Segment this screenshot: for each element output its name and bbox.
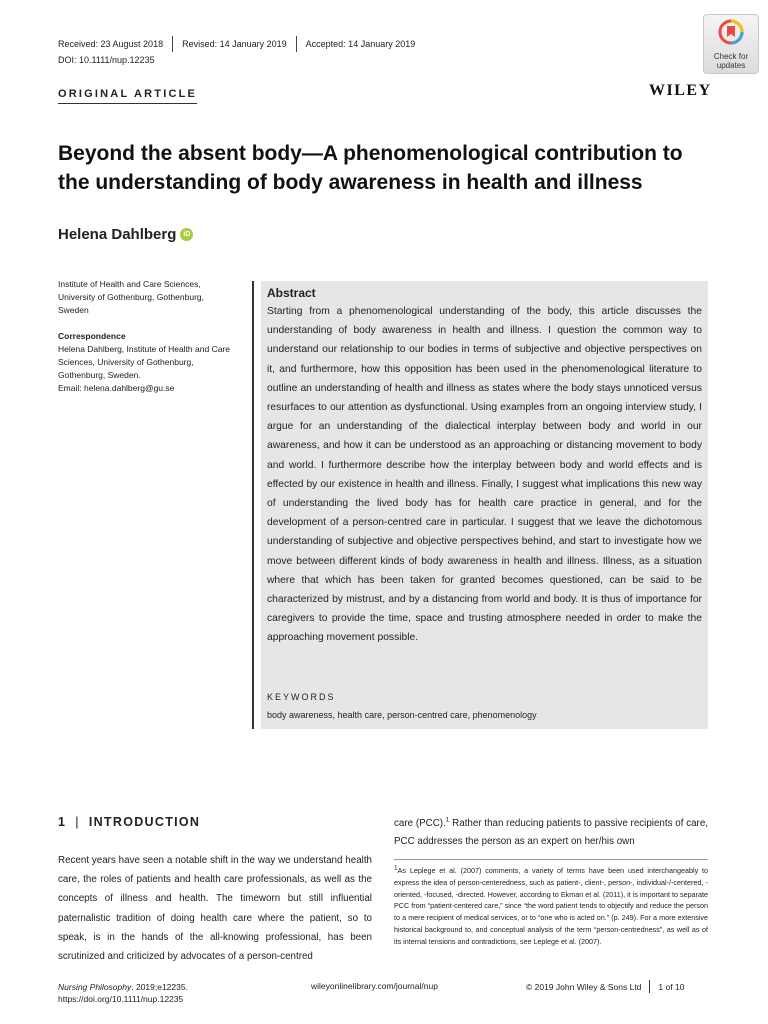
footer-doi-link[interactable]: https://doi.org/10.1111/nup.12235: [58, 994, 184, 1004]
check-for-updates-label: Check for updates: [713, 52, 749, 70]
received-date: Received: 23 August 2018: [58, 39, 164, 49]
date-divider: [296, 36, 297, 52]
footnote-marker: 1: [394, 864, 398, 872]
footnote-reference[interactable]: 1: [445, 816, 450, 824]
correspondence-block: [58, 343, 236, 395]
accepted-date: Accepted: 14 January 2019: [305, 39, 416, 49]
keywords-heading: KEYWORDS: [267, 692, 336, 702]
affiliation: Institute of Health and Care Sciences, University of Gothenburg, Gothenburg, Sweden: [58, 279, 204, 315]
date-divider: [172, 36, 173, 52]
section-title: INTRODUCTION: [88, 815, 201, 829]
check-for-updates-button[interactable]: [703, 14, 759, 74]
abstract-heading: Abstract: [267, 286, 316, 300]
correspondence-address: Helena Dahlberg, Institute of Health and Care Sciences, University of Gothenburg, Gothenburg, Sweden.: [58, 344, 230, 380]
article-dates: [58, 36, 415, 52]
footer-site-link[interactable]: wileyonlinelibrary.com/journal/nup: [311, 981, 438, 991]
footer-right: [526, 980, 684, 993]
article-title: Beyond the absent body—A phenomenological contribution to the understanding of body awareness in health and illness: [58, 142, 683, 194]
article-type-label: ORIGINAL ARTICLE: [58, 88, 197, 104]
crossmark-badge-icon: [718, 19, 744, 45]
footnote-text: As Leplege et al. (2007) comments, a variety of terms have been used interchangeably to express the idea of person-centeredness, such as patient-, client-, person-, individual-/-centered, -oriented, -focused, -directed. However, according to Ekman et al. (2011), it is important to separate PCC from “patient-centered care,” since “the word patient tends to objectify and reduce the person to a mere recipient of medical services, or to “one who is acted on.” (p. 249). For a more extensive historical background to, and conceptual analysis of the term “person-centredness”, as well as of its internal tensions and contradictions, see Leplege et al. (2007).: [394, 866, 708, 946]
introduction-continuation: care (PCC).$^1$ Rather than reducing patients to passive recipients of care, PCC addresses the person as an expert on her/his own: [394, 816, 708, 847]
publisher-logo: WILEY: [649, 82, 712, 99]
doi-label[interactable]: DOI: 10.1111/nup.12235: [58, 55, 155, 65]
footnote: [394, 865, 708, 948]
footer-divider: [649, 980, 650, 993]
journal-name: Nursing Philosophy: [58, 982, 132, 992]
introduction-paragraph: Recent years have seen a notable shift in the way we understand health care, the roles of patients and health care professionals, as well as the concepts of illness and health. The timeworn but still influential paternalistic tradition of doing health care where the patient, so to speak, is in the hands of the all-knowing professional, has been scrutinized and criticized by advocates of a person-centred: [58, 855, 372, 963]
footnote-rule: [394, 859, 708, 860]
section-number: 1: [58, 815, 67, 829]
author-line: [58, 226, 193, 243]
author-name[interactable]: Helena Dahlberg: [58, 226, 177, 243]
orcid-icon[interactable]: iD: [180, 228, 193, 241]
heading-divider: |: [75, 815, 80, 829]
revised-date: Revised: 14 January 2019: [182, 39, 287, 49]
keywords-list: body awareness, health care, person-centred care, phenomenology: [267, 710, 537, 720]
correspondence-heading: Correspondence: [58, 331, 126, 341]
correspondence-email[interactable]: Email: helena.dahlberg@gu.se: [58, 383, 175, 393]
footer-citation: Nursing Philosophy. 2019;e12235. https://doi.org/10.1111/nup.12235: [58, 982, 188, 1004]
abstract-text: Starting from a phenomenological understanding of the body, this article discusses the understanding of body awareness in health and illness. I question the common way to understand our relationship to our bodies in terms of subjective and objective perspectives on it, and furthermore, how this opposition has been used in the phenomenological literature to outline an understanding of health and illness as states where the body stays unnoticed versus resurfaces to our attention as dysfunctional. Using examples from an ongoing interview study, I argue for an understanding of the dialectical interplay between body and world in our awareness, and how it can be understood as an approaching or distancing movement to body and world. I furthermore describe how the interplay between body and world effects and is effected by our existence in health and illness. Finally, I suggest what implications this new way of understanding the lived body has for health care practice in general, and for the development of a person-centred care in particular. I suggest that we leave the dichotomous understanding of subjective and objective perspectives behind, and start to investigate how we move between different kinds of body awareness in health and illness. Illness, as a situation where that which has been taken for granted becomes questioned, can be said to be characterized by mistrust, and by a distancing from world and body. It is thus of importance for caregivers to provide the time, space and trusting atmosphere needed in order to make the approaching movement possible.: [267, 306, 702, 644]
copyright: © 2019 John Wiley & Sons Ltd: [526, 981, 642, 992]
abstract-divider: [252, 281, 254, 729]
section-heading-introduction: [58, 815, 200, 829]
page-number: 1 of 10: [658, 981, 685, 992]
